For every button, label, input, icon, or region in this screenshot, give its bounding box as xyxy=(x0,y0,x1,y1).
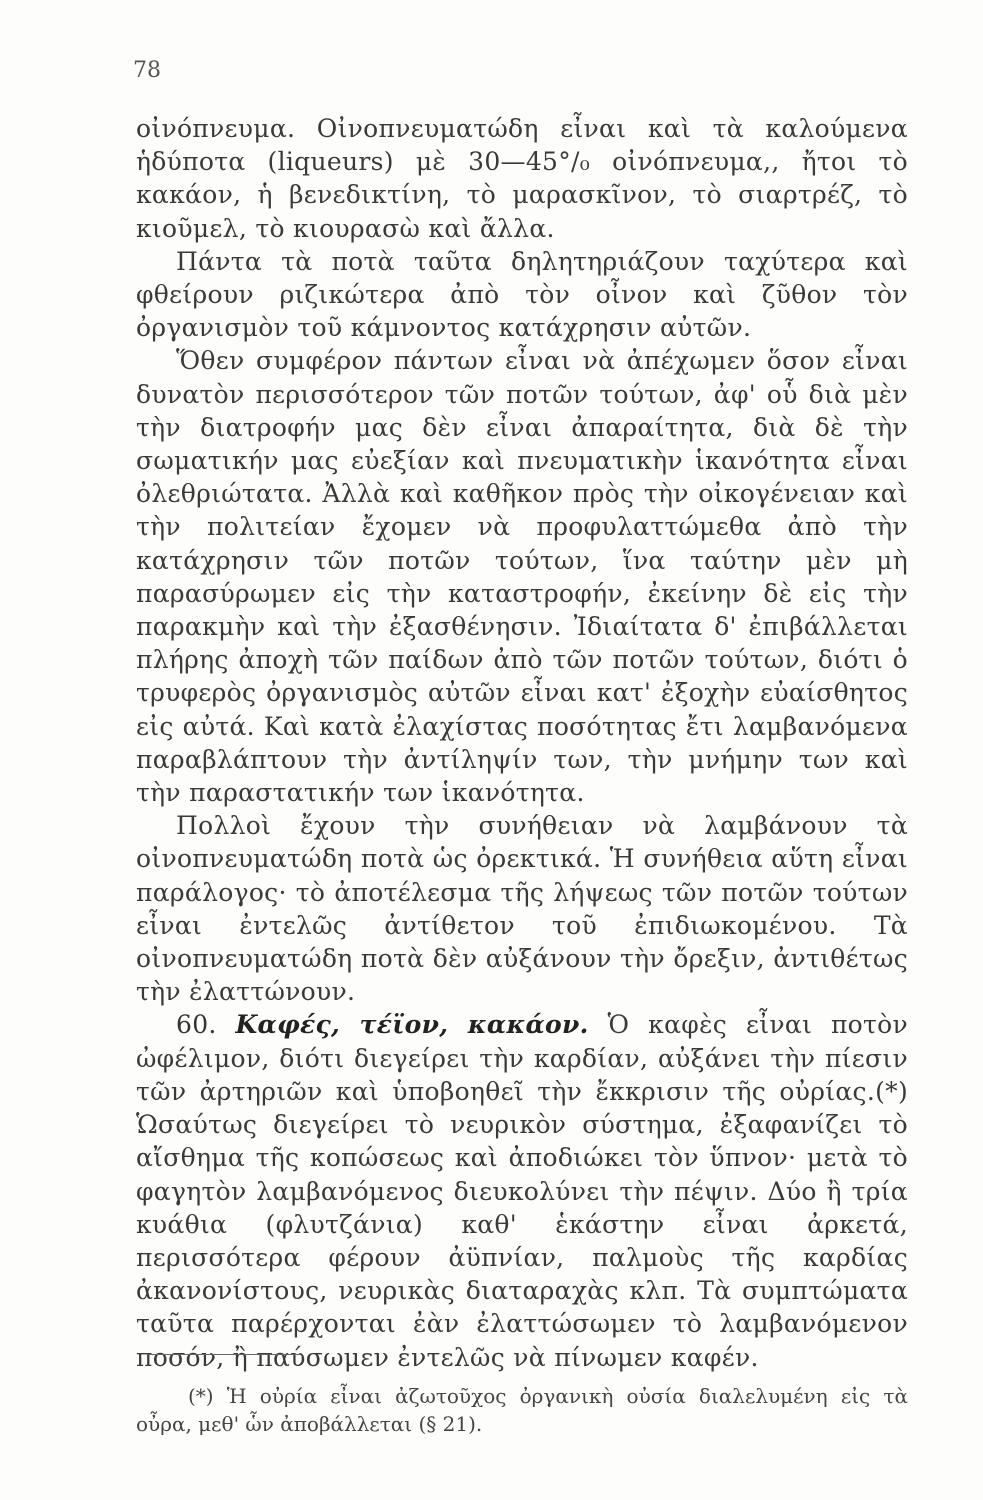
paragraph-5-text: Ὁ καφὲς εἶναι ποτὸν ὠφέλιμον, διότι διεγείρει τὴν καρδίαν, αὐξάνει τὴν πίεσιν τῶν ἀρτηριῶν καὶ ὑποβοηθεῖ τὴν ἔκκρισιν τῆς οὐρίας.(*) Ὡσαύτως διεγείρει τὸ νευρικὸν σύστημα, ἐξαφανίζει τὸ αἴσθημα τῆς κοπώσεως καὶ ἀποδιώκει τὸν ὕπνον· μετὰ τὸ φαγητὸν λαμβανόμενος διευκολύνει τὴν πέψιν. Δύο ἢ τρία κυάθια (φλυτζάνια) καθ' ἑκάστην εἶναι ἀρκετά, περισσότερα φέρουν ἀϋπνίαν, παλμοὺς τῆς καρδίας ἀκανονίστους, νευρικὰς διαταραχὰς κλπ. Τὰ συμπτώματα ταῦτα παρέρχονται ἐὰν ἐλαττώσωμεν τὸ λαμβανόμενον ποσόν, ἢ παύσωμεν ἐντελῶς νὰ πίνωμεν καφέν. xyxy=(136,1010,909,1372)
paragraph-3: Ὅθεν συμφέρον πάντων εἶναι νὰ ἀπέχωμεν ὅσον εἶναι δυνατὸν περισσότερον τῶν ποτῶν τούτων, ἀφ' οὗ διὰ μὲν τὴν διατροφήν μας δὲν εἶναι ἀπαραίτητα, διὰ δὲ τὴν σωματικήν μας εὐεξίαν καὶ πνευματικὴν ἱκανότητα εἶναι ὀλεθριώτατα. Ἀλλὰ καὶ καθῆκον πρὸς τὴν οἰκογένειαν καὶ τὴν πολιτείαν ἔχομεν νὰ προφυλαττώμεθα ἀπὸ τὴν κατάχρησιν τῶν ποτῶν τούτων, ἵνα ταύτην μὲν μὴ παρασύρωμεν εἰς τὴν καταστροφήν, ἐκείνην δὲ εἰς τὴν παρακμὴν καὶ τὴν ἐξασθένησιν. Ἰδιαίτατα δ' ἐπιβάλλεται πλήρης ἀποχὴ τῶν παίδων ἀπὸ τῶν ποτῶν τούτων, διότι ὁ τρυφερὸς ὀργανισμὸς αὐτῶν εἶναι κατ' ἐξοχὴν εὐαίσθητος εἰς αὐτά. Καὶ κατὰ ἐλαχίστας ποσότητας ἔτι λαμβανόμενα παραβλάπτουν τὴν ἀντίληψίν των, τὴν μνήμην των καὶ τὴν παραστατικήν των ἱκανότητα. xyxy=(136,346,908,808)
footnote xyxy=(136,1382,908,1438)
footnote-text: (*) Ἡ οὐρία εἶναι ἀζωτοῦχος ὀργανικὴ οὐσία διαλελυμένη εἰς τὰ οὖρα, μεθ' ὧν ἀποβάλλεται (§ 21). xyxy=(136,1384,908,1436)
paragraph-4: Πολλοὶ ἔχουν τὴν συνήθειαν νὰ λαμβάνουν τὰ οἰνοπνευματώδη ποτὰ ὡς ὀρεκτικά. Ἡ συνήθεια αὕτη εἶναι παράλογος· τὸ ἀποτέλεσμα τῆς λήψεως τῶν ποτῶν τούτων εἶναι ἐντελῶς ἀντίθετον τοῦ ἐπιδιωκομένου. Τὰ οἰνοπνευματώδη ποτὰ δὲν αὐξάνουν τὴν ὄρεξιν, ἀντιθέτως τὴν ἐλαττώνουν. xyxy=(136,811,908,1007)
paragraph-2: Πάντα τὰ ποτὰ ταῦτα δηλητηριάζουν ταχύτερα καὶ φθείρουν ριζικώτερα ἀπὸ τὸν οἶνον καὶ ζῦθον τὸν ὀργανισμὸν τοῦ κάμνοντος κατάχρησιν αὐτῶν. xyxy=(136,246,908,343)
footnote-divider xyxy=(148,1354,301,1355)
section-title: Καφές, τέϊον, κακάον. xyxy=(235,1010,589,1040)
paragraph-1: οἰνόπνευμα. Οἰνοπνευματώδη εἶναι καὶ τὰ καλούμενα ἡδύποτα (liqueurs) μὲ 30—45°/₀ οἰνόπνευμα,, ἤτοι τὸ κακάον, ἡ βενεδικτίνη, τὸ μαρασκῖνον, τὸ σιαρτρέζ, τὸ κιοῦμελ, τὸ κιουρασὼ καὶ ἄλλα. xyxy=(136,114,908,243)
paragraph-5 xyxy=(136,1008,908,1373)
section-number: 60. xyxy=(176,1010,217,1040)
main-text xyxy=(136,112,908,1374)
page-number: 78 xyxy=(133,58,161,83)
